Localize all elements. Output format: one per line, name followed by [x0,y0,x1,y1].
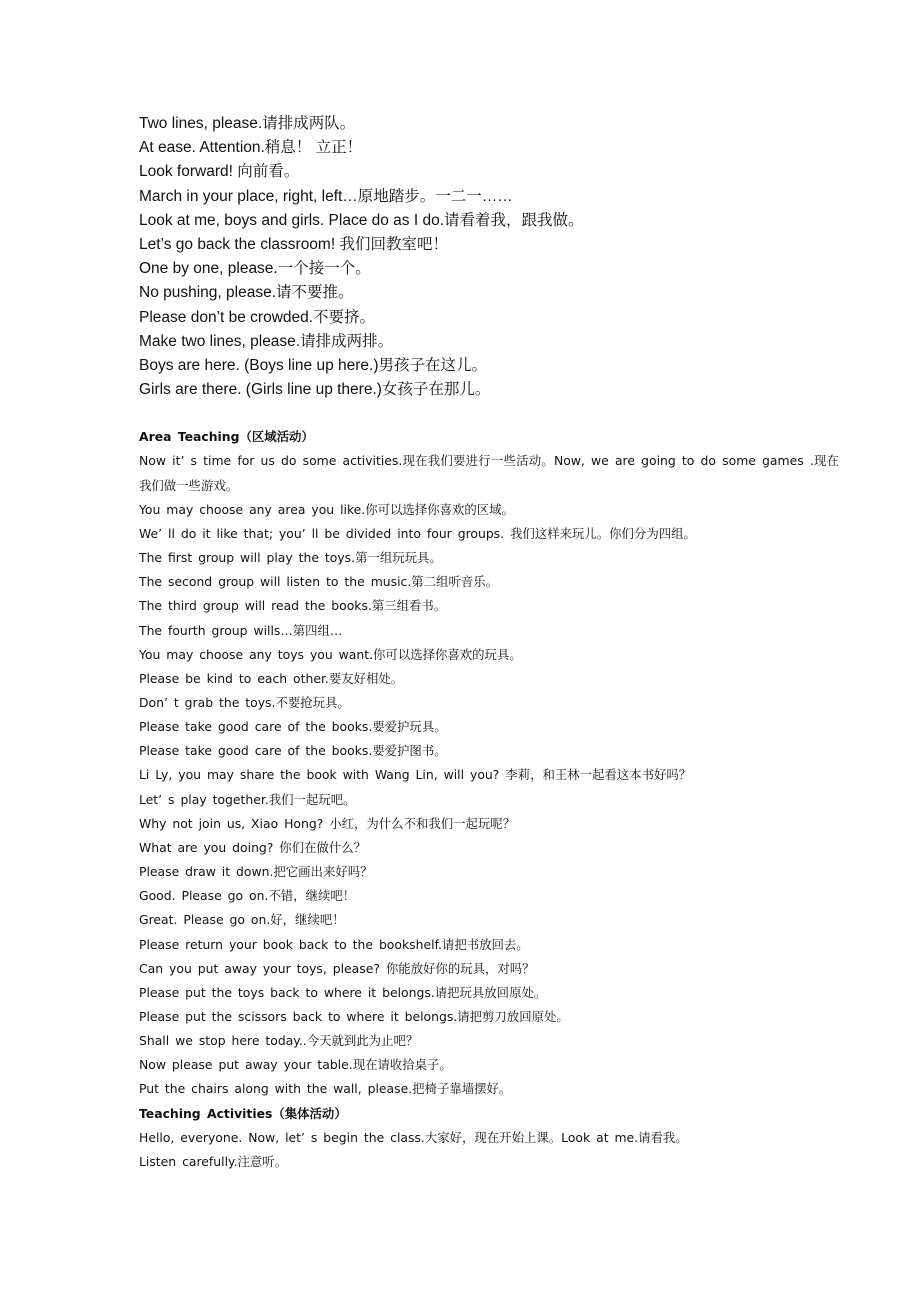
classroom-commands-block [139,112,839,402]
text-line: Hello, everyone. Now, let’ s begin the class.大家好，现在开始上课。Look at me.请看我。 [139,1129,688,1145]
text-line: Let’ s play together.我们一起玩吧。 [139,791,356,807]
text-line: The third group will read the books.第三组看书。 [139,598,447,614]
text-line: Let’s go back the classroom! 我们回教室吧！ [139,235,448,253]
text-line: We’ ll do it like that; you’ ll be divided into four groups. 我们这样来玩儿。你们分为四组。 [139,525,696,541]
text-line: Girls are there. (Girls line up there.)女孩子在那儿。 [139,381,491,399]
text-line: Please return your book back to the bookshelf.请把书放回去。 [139,936,529,952]
text-line: Listen carefully.注意听。 [139,1153,288,1169]
text-line: The first group will play the toys.第一组玩玩具。 [139,550,442,566]
text-line: Please put the scissors back to where it belongs.请把剪刀放回原处。 [139,1009,569,1024]
text-line: Good. Please go on.不错，继续吧！ [139,888,356,904]
text-line: No pushing, please.请不要推。 [139,284,354,302]
text-line: Why not join us, Xiao Hong? 小红，为什么不和我们一起玩呢？ [139,815,516,831]
text-line: Make two lines, please.请排成两排。 [139,332,394,350]
text-line: The second group will listen to the music.第二组听音乐。 [139,574,499,590]
text-line: Look forward! 向前看。 [139,163,300,181]
text-line: What are you doing? 你们在做什么？ [139,839,367,855]
section-heading: Teaching Activities（集体活动） [139,1105,347,1121]
text-line: Shall we stop here today..今天就到此为止吧？ [139,1033,419,1049]
text-line: Now please put away your table.现在请收拾桌子。 [139,1057,452,1073]
text-line: Boys are here. (Boys line up here.)男孩子在这儿。 [139,356,488,374]
document-page [139,112,839,1174]
text-line: Please draw it down.把它画出来好吗？ [139,864,373,880]
text-line: Two lines, please.请排成两队。 [139,115,356,132]
text-line: Look at me, boys and girls. Place do as I do.请看着我，跟我做。 [139,211,584,229]
text-line: Don’ t grab the toys.不要抢玩具。 [139,694,350,710]
text-line: Great. Please go on.好，继续吧！ [139,912,345,928]
text-line: Can you put away your toys, please? 你能放好你的玩具，对吗？ [139,960,535,976]
text-line: One by one, please.一个接一个。 [139,260,371,278]
text-line: The fourth group wills…第四组… [139,622,343,638]
section-heading: Area Teaching（区域活动） [139,429,314,445]
text-line: Please be kind to each other.要友好相处。 [139,670,404,686]
text-line: March in your place, right, left…原地踏步。一二一…… [139,187,513,205]
text-line: Li Ly, you may share the book with Wang Lin, will you? 李莉，和王林一起看这本书好吗？ [139,767,692,783]
text-line: Please take good care of the books.要爱护玩具。 [139,719,447,735]
paragraph-gap [139,402,839,425]
text-line: You may choose any toys you want.你可以选择你喜欢的玩具。 [139,646,522,662]
text-line: Put the chairs along with the wall, please.把椅子靠墙摆好。 [139,1081,512,1097]
teaching-activities-section [139,1102,839,1174]
text-line: Now it’ s time for us do some activities.现在我们要进行一些活动。Now, we are going to do some games .现在我们做一些游戏。 [139,453,839,493]
text-line: Please don’t be crowded.不要挤。 [139,308,376,326]
text-line: Please take good care of the books.要爱护图书。 [139,743,447,759]
text-line: At ease. Attention.稍息！ 立正！ [139,139,363,157]
area-teaching-section [139,425,839,1101]
text-line: You may choose any area you like.你可以选择你喜欢的区域。 [139,501,514,517]
text-line: Please put the toys back to where it belongs.请把玩具放回原处。 [139,984,547,1000]
